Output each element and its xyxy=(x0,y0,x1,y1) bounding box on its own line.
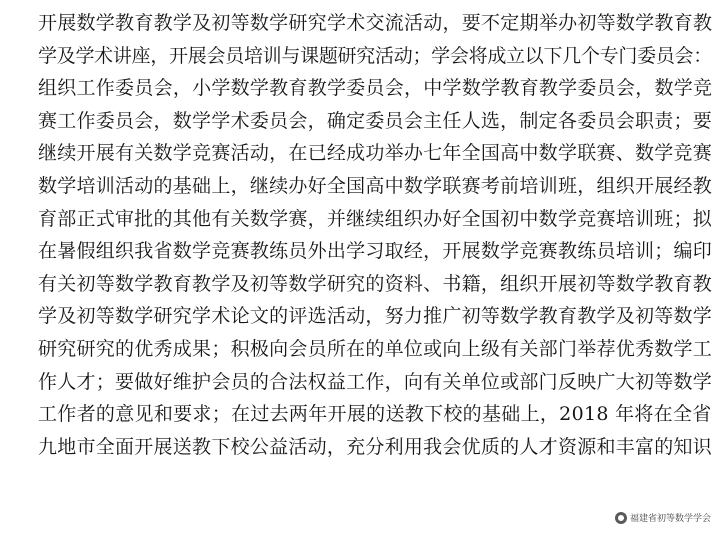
text-line: 在暑假组织我省数学竞赛教练员外出学习取经，开展数学竞赛教练员培训；编印 xyxy=(38,240,713,263)
document-body xyxy=(38,7,720,463)
text-line: 九地市全面开展送教下校公益活动，充分利用我会优质的人才资源和丰富的知识 xyxy=(38,435,713,458)
text-line: 作人才；要做好维护会员的合法权益工作，向有关单位或部门反映广大初等数学 xyxy=(38,370,713,393)
text-line: 数学培训活动的基础上，继续办好全国高中数学联赛考前培训班，组织开展经教 xyxy=(38,174,713,197)
text-line: 工作者的意见和要求；在过去两年开展的送教下校的基础上，2018 年将在全省 xyxy=(38,403,712,426)
watermark-text: 福建省初等数学学会 xyxy=(629,514,711,524)
text-line: 研究研究的优秀成果；积极向会员所在的单位或向上级有关部门举荐优秀数学工 xyxy=(38,337,713,360)
text-line: 组织工作委员会，小学数学教育教学委员会，中学数学教育教学委员会，数学竞 xyxy=(38,77,713,100)
watermark xyxy=(612,510,714,525)
logo-icon xyxy=(615,512,627,524)
text-line: 有关初等数学教育教学及初等数学研究的资料、书籍，组织开展初等数学教育教 xyxy=(38,272,713,295)
text-line: 开展数学教育教学及初等数学研究学术交流活动，要不定期举办初等数学教育教 xyxy=(38,12,713,34)
text-line: 继续开展有关数学竞赛活动，在已经成功举办七年全国高中数学联赛、数学竞赛 xyxy=(38,142,713,165)
text-line: 育部正式审批的其他有关数学赛，并继续组织办好全国初中数学竞赛培训班；拟 xyxy=(38,207,713,230)
text-line: 赛工作委员会，数学学术委员会，确定委员会主任人选，制定各委员会职责；要 xyxy=(38,109,713,132)
text-line: 学及初等数学研究学术论文的评选活动，努力推广初等数学教育教学及初等数学 xyxy=(38,305,713,328)
text-line: 学及学术讲座，开展会员培训与课题研究活动；学会将成立以下几个专门委员会： xyxy=(38,44,713,67)
